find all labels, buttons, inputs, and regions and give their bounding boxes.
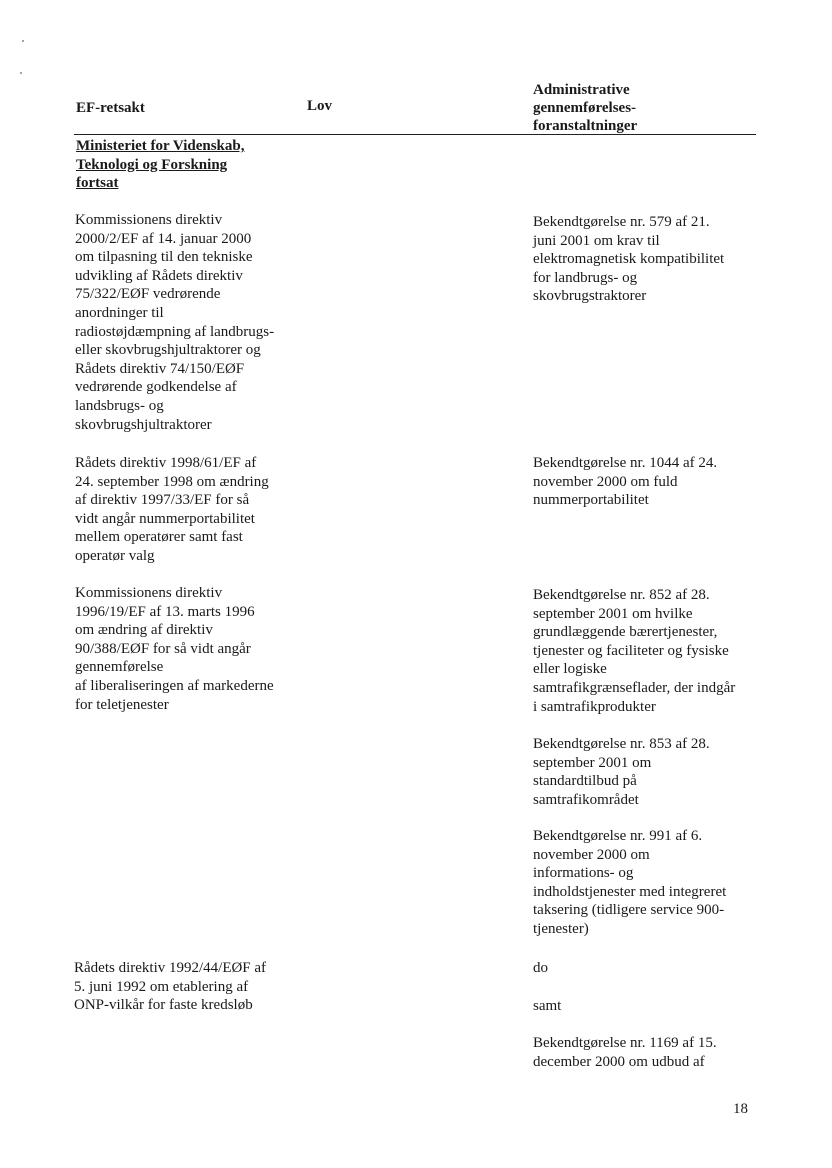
measure-text: Bekendtgørelse nr. 853 af 28. september 2001 om standardtilbud på samtrafikområdet bbox=[533, 736, 710, 808]
measure-text: Bekendtgørelse nr. 579 af 21. juni 2001 om krav til elektromagnetisk kompatibilitet for landbrugs- og skovbrugstraktorer bbox=[533, 214, 725, 305]
section-title: Ministeriet for Videnskab, Teknologi og Forskning fortsat bbox=[76, 138, 245, 192]
directive-text: Kommissionens direktiv 2000/2/EF af 14. januar 2000 om tilpasning til den tekniske udvikling af Rådets direktiv 75/322/EØF vedrørende anordninger til radiostøjdæmpning af landbrugs- eller skovbrugshjultraktorer og Rådets direktiv 74/150/EØF vedrørende godkendelse af landsbrugs- og skovbrugshjultraktorer bbox=[75, 212, 275, 433]
measure-text: Bekendtgørelse nr. 852 af 28. september 2001 om hvilke grundlæggende bærertjenester, tjenester og faciliteter og fysiske eller logiske samtrafikgrænseflader, der indgår i samtrafikprodukter bbox=[533, 587, 736, 715]
measure-text: Bekendtgørelse nr. 1044 af 24. november 2000 om fuld nummerportabilitet bbox=[533, 455, 718, 509]
header-lov: Lov bbox=[307, 98, 333, 114]
directive-text: Rådets direktiv 1992/44/EØF af 5. juni 1992 om etablering af ONP-vilkår for faste kredsløb bbox=[74, 960, 267, 1014]
scan-speck bbox=[22, 40, 24, 42]
scan-speck bbox=[20, 72, 22, 74]
header-administrative: Administrative gennemførelses- foranstaltninger bbox=[533, 82, 638, 134]
measure-text: do bbox=[533, 960, 548, 976]
page-number: 18 bbox=[733, 1101, 748, 1117]
directive-text: Rådets direktiv 1998/61/EF af 24. september 1998 om ændring af direktiv 1997/33/EF for så vidt angår nummerportabilitet mellem operatører samt fast operatør valg bbox=[75, 455, 269, 564]
measure-text: Bekendtgørelse nr. 1169 af 15. december 2000 om udbud af bbox=[533, 1035, 717, 1070]
header-rule bbox=[74, 134, 756, 135]
measure-text: Bekendtgørelse nr. 991 af 6. november 2000 om informations- og indholdstjenester med integreret taksering (tidligere service 900- tjenester) bbox=[533, 828, 727, 937]
directive-text: Kommissionens direktiv 1996/19/EF af 13. marts 1996 om ændring af direktiv 90/388/EØF for så vidt angår gennemførelse af liberaliseringen af markederne for teletjenester bbox=[75, 585, 274, 713]
header-ef-retsakt: EF-retsakt bbox=[76, 100, 145, 116]
measure-text: samt bbox=[533, 998, 562, 1014]
